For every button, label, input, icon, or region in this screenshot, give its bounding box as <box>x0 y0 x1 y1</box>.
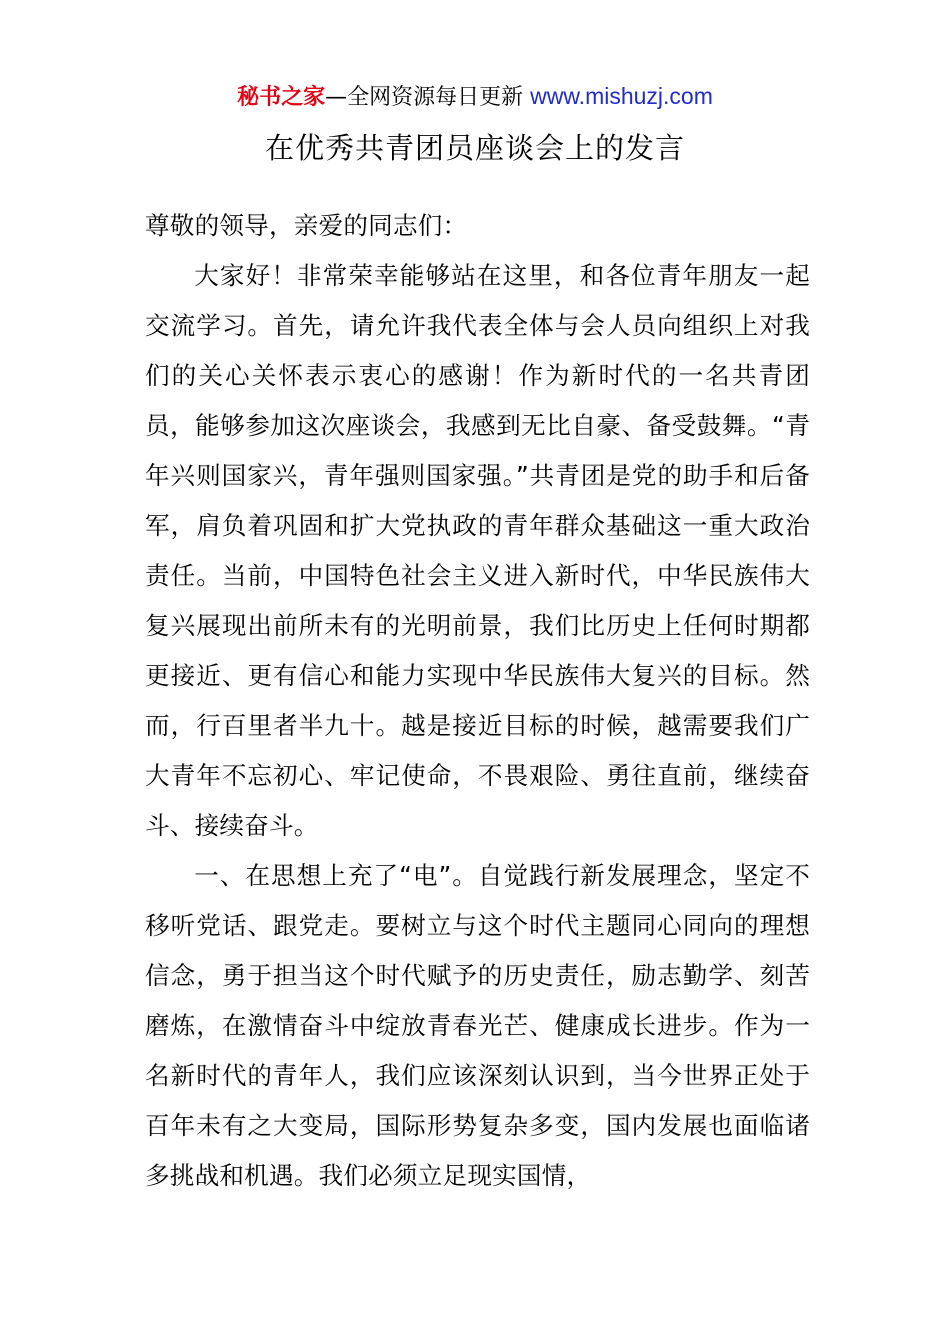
document-title: 在优秀共青团员座谈会上的发言 <box>264 131 685 165</box>
site-url-link[interactable]: www.mishuzj.com <box>530 83 713 109</box>
paragraph-1: 大家好！非常荣幸能够站在这里，和各位青年朋友一起交流学习。首先，请允许我代表全体与会人员向组织上对我们的关心关怀表示衷心的感谢！作为新时代的一名共青团员，能够参加这次座谈会，我感到无比自豪、备受鼓舞。“青年兴则国家兴，青年强则国家强。”共青团是党的助手和后备军，肩负着巩固和扩大党执政的青年群众基础这一重大政治责任。当前，中国特色社会主义进入新时代，中华民族伟大复兴展现出前所未有的光明前景，我们比历史上任何时期都更接近、更有信心和能力实现中华民族伟大复兴的目标。然而，行百里者半九十。越是接近目标的时候，越需要我们广大青年不忘初心、牢记使命，不畏艰险、勇往直前，继续奋斗、接续奋斗。 <box>145 261 810 840</box>
site-header <box>0 80 950 114</box>
salutation: 尊敬的领导，亲爱的同志们： <box>145 211 468 240</box>
brand-name: 秘书之家 <box>237 85 326 110</box>
paragraph-2: 一、在思想上充了“电”。自觉践行新发展理念，坚定不移听党话、跟党走。要树立与这个时代主题同心同向的理想信念，勇于担当这个时代赋予的历史责任，励志勤学、刻苦磨炼，在激情奋斗中绽放青春光芒、健康成长进步。作为一名新时代的青年人，我们应该深刻认识到，当今世界正处于百年未有之大变局，国际形势复杂多变，国内发展也面临诸多挑战和机遇。我们必须立足现实国情， <box>145 861 810 1190</box>
document-body <box>145 201 810 1201</box>
header-tagline: —全网资源每日更新 <box>325 85 531 110</box>
